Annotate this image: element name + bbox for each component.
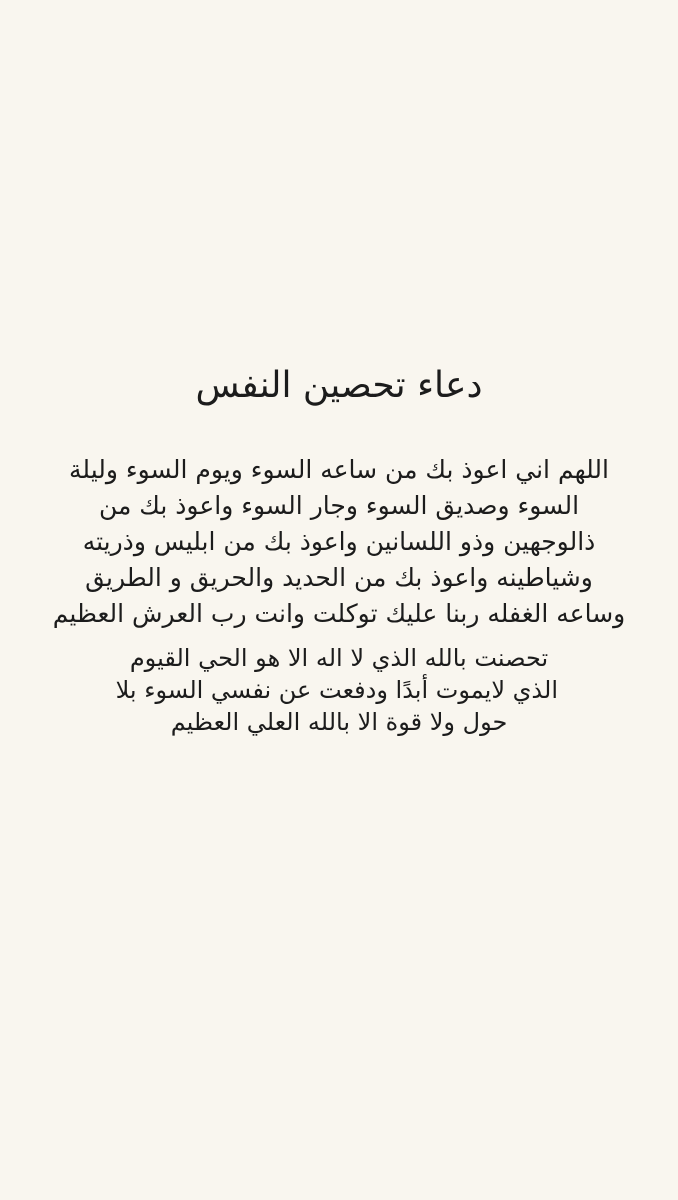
paragraph-2-line-1: تحصنت بالله الذي لا اله الا هو الحي القيوم <box>129 644 549 672</box>
supplication-paragraph-2 <box>115 642 558 738</box>
paragraph-1-line-3: ذالوجهين وذو اللسانين واعوذ بك من ابليس وذريته <box>82 527 596 556</box>
paragraph-1-line-1: اللهم اني اعوذ بك من ساعه السوء ويوم السوء وليلة <box>69 455 609 484</box>
document-title: دعاء تحصين النفس <box>195 365 483 406</box>
paragraph-2-line-2: الذي لايموت أبدًا ودفعت عن نفسي السوء بلا <box>115 676 558 704</box>
paragraph-1-line-4: وشياطينه واعوذ بك من الحديد والحريق و الطريق <box>85 563 593 592</box>
paragraph-2-line-3: حول ولا قوة الا بالله العلي العظيم <box>170 708 508 736</box>
supplication-paragraph-1 <box>20 452 658 632</box>
paragraph-1-line-5: وساعه الغفله ربنا عليك توكلت وانت رب العرش العظيم <box>52 599 626 628</box>
paragraph-1-line-2: السوء وصديق السوء وجار السوء واعوذ بك من <box>98 491 580 520</box>
